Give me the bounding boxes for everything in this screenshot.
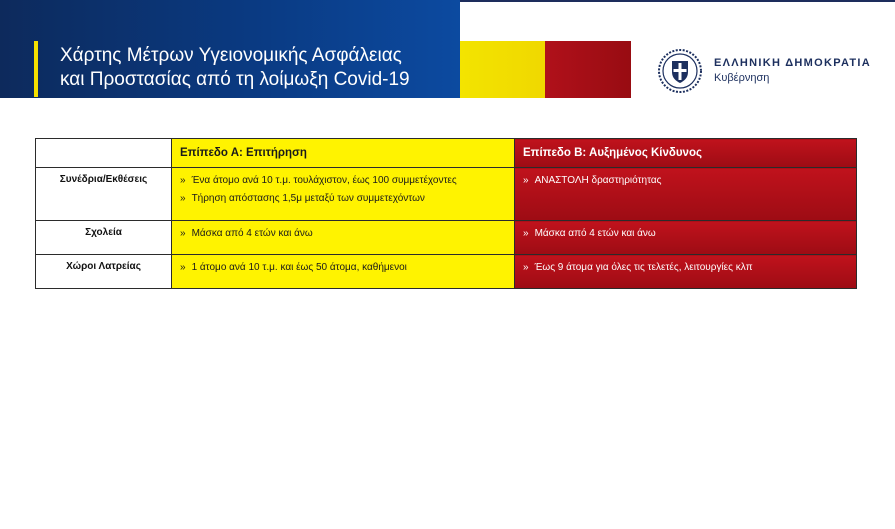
measure-text: Μάσκα από 4 ετών και άνω bbox=[534, 228, 656, 239]
list-item bbox=[523, 174, 848, 188]
table-row bbox=[36, 168, 857, 221]
level-b-cell bbox=[515, 168, 857, 221]
header-level-b: Επίπεδο Β: Αυξημένος Κίνδυνος bbox=[515, 139, 857, 168]
page-title bbox=[60, 44, 410, 92]
bullet-icon: » bbox=[180, 228, 186, 239]
page-title-line-1: Χάρτης Μέτρων Υγειονομικής Ασφάλειας bbox=[60, 45, 402, 66]
government-title: ΕΛΛΗΝΙΚΗ ΔΗΜΟΚΡΑΤΙΑ bbox=[714, 57, 871, 69]
list-item bbox=[180, 174, 506, 188]
page-title-line-2: και Προστασίας από τη λοίμωξη Covid-19 bbox=[60, 69, 410, 90]
measure-text: 1 άτομο ανά 10 τ.μ. και έως 50 άτομα, καθήμενοι bbox=[191, 262, 407, 273]
measure-text: Έως 9 άτομα για όλες τις τελετές, λειτουργίες κλπ bbox=[534, 262, 753, 273]
row-label-conferences: Συνέδρια/Εκθέσεις bbox=[36, 168, 172, 221]
bullet-icon: » bbox=[523, 228, 529, 239]
level-a-color-strip bbox=[460, 41, 545, 98]
list-item bbox=[523, 227, 848, 241]
bullet-icon: » bbox=[180, 193, 186, 204]
measures-table bbox=[35, 138, 857, 289]
level-a-cell bbox=[172, 221, 515, 255]
measure-text: Μάσκα από 4 ετών και άνω bbox=[191, 228, 313, 239]
bullet-icon: » bbox=[523, 262, 529, 273]
row-label-places-of-worship: Χώροι Λατρείας bbox=[36, 255, 172, 289]
government-logo bbox=[657, 48, 887, 98]
bullet-icon: » bbox=[180, 262, 186, 273]
row-label-schools: Σχολεία bbox=[36, 221, 172, 255]
government-subtitle: Κυβέρνηση bbox=[714, 72, 770, 84]
title-accent-bar bbox=[34, 41, 38, 97]
measure-text: Ένα άτομο ανά 10 τ.μ. τουλάχιστον, έως 100 συμμετέχοντες bbox=[191, 175, 457, 186]
bullet-icon: » bbox=[523, 175, 529, 186]
level-b-cell bbox=[515, 255, 857, 289]
table-header-row bbox=[36, 139, 857, 168]
header-level-a: Επίπεδο Α: Επιτήρηση bbox=[172, 139, 515, 168]
table-row bbox=[36, 221, 857, 255]
list-item bbox=[180, 227, 506, 241]
level-b-cell bbox=[515, 221, 857, 255]
measure-text: Τήρηση απόστασης 1,5μ μεταξύ των συμμετεχόντων bbox=[191, 193, 425, 204]
list-item bbox=[180, 261, 506, 275]
bullet-icon: » bbox=[180, 175, 186, 186]
header-empty-cell bbox=[36, 139, 172, 168]
level-b-color-strip bbox=[545, 41, 631, 98]
greek-coat-of-arms-icon bbox=[657, 48, 703, 94]
title-banner bbox=[0, 0, 460, 98]
list-item bbox=[180, 192, 506, 206]
list-item bbox=[523, 261, 848, 275]
table-row bbox=[36, 255, 857, 289]
level-a-cell bbox=[172, 255, 515, 289]
measure-text: ΑΝΑΣΤΟΛΗ δραστηριότητας bbox=[534, 175, 662, 186]
level-a-cell bbox=[172, 168, 515, 221]
